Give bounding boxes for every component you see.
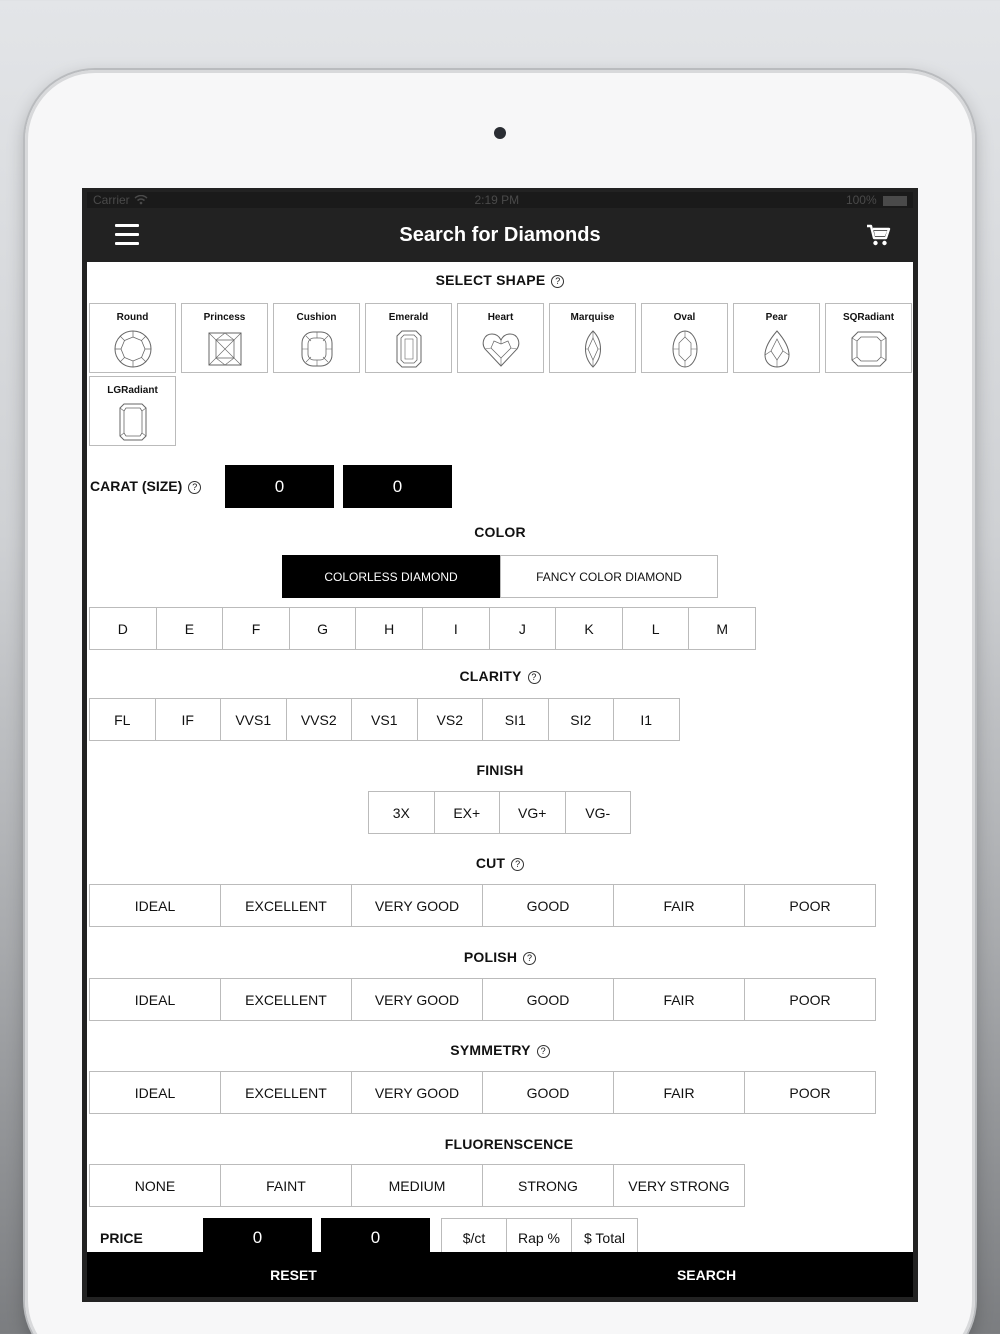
shape-label: Princess — [203, 312, 246, 323]
help-icon[interactable]: ? — [528, 671, 541, 684]
clarity-grade-button[interactable]: SI1 — [482, 698, 549, 741]
shape-heart[interactable] — [457, 303, 544, 373]
clarity-grade-button[interactable]: SI2 — [548, 698, 615, 741]
cut-option-button[interactable]: POOR — [744, 884, 876, 927]
symmetry-title-text: SYMMETRY — [450, 1042, 531, 1058]
shape-round[interactable] — [89, 303, 176, 373]
shape-emerald[interactable] — [365, 303, 452, 373]
clarity-title-text: CLARITY — [459, 668, 522, 684]
symmetry-section-title — [87, 1042, 913, 1058]
help-icon[interactable]: ? — [551, 275, 564, 288]
symmetry-option-button[interactable]: GOOD — [482, 1071, 614, 1114]
emerald-diamond-icon — [389, 329, 429, 369]
princess-diamond-icon — [205, 329, 245, 369]
round-diamond-icon — [113, 329, 153, 369]
polish-title-text: POLISH — [463, 949, 518, 965]
cut-title-text: CUT — [475, 855, 506, 871]
clock: 2:19 PM — [474, 193, 520, 207]
shape-cushion[interactable] — [273, 303, 360, 373]
reset-button[interactable]: RESET — [270, 1266, 317, 1283]
color-grade-button[interactable]: E — [156, 607, 224, 650]
help-icon[interactable]: ? — [188, 481, 201, 494]
battery-icon — [883, 196, 907, 206]
cart-icon[interactable] — [865, 222, 891, 248]
finish-option-button[interactable]: VG- — [565, 791, 632, 834]
color-grade-button[interactable]: I — [422, 607, 490, 650]
polish-option-button[interactable]: GOOD — [482, 978, 614, 1021]
clarity-grade-button[interactable]: I1 — [613, 698, 680, 741]
device-screen — [82, 188, 918, 1302]
fluorescence-section-title: FLUORENSCENCE — [444, 1136, 574, 1152]
search-form — [87, 262, 913, 1252]
finish-option-button[interactable]: EX+ — [434, 791, 501, 834]
shape-label: Heart — [487, 312, 514, 323]
shape-section-title — [87, 272, 913, 288]
shape-title-text: SELECT SHAPE — [435, 272, 546, 288]
color-section-title: COLOR — [474, 524, 526, 540]
cut-section-title — [87, 855, 913, 871]
polish-option-button[interactable]: IDEAL — [89, 978, 221, 1021]
color-grade-button[interactable]: M — [688, 607, 756, 650]
marquise-diamond-icon — [573, 329, 613, 369]
finish-option-button[interactable]: 3X — [368, 791, 435, 834]
shape-sqradiant[interactable] — [825, 303, 912, 373]
shape-label: Cushion — [296, 312, 337, 323]
battery-percent: 100% — [845, 193, 877, 207]
color-grade-button[interactable]: G — [289, 607, 357, 650]
carat-label-row — [90, 478, 201, 494]
help-icon[interactable]: ? — [537, 1045, 550, 1058]
price-mode-per-carat[interactable]: $/ct — [441, 1218, 507, 1258]
symmetry-option-button[interactable]: POOR — [744, 1071, 876, 1114]
shape-label: LGRadiant — [107, 385, 158, 396]
search-button[interactable]: SEARCH — [676, 1266, 737, 1283]
shape-marquise[interactable] — [549, 303, 636, 373]
fluorescence-option-button[interactable]: VERY STRONG — [613, 1164, 745, 1207]
finish-option-button[interactable]: VG+ — [499, 791, 566, 834]
page-title: Search for Diamonds — [399, 223, 601, 246]
carat-min-input[interactable]: 0 — [225, 465, 334, 508]
fluorescence-option-button[interactable]: STRONG — [482, 1164, 614, 1207]
carrier-label: Carrier — [93, 193, 130, 207]
color-grade-button[interactable]: F — [222, 607, 290, 650]
tab-fancy-color-diamond[interactable]: FANCY COLOR DIAMOND — [500, 555, 718, 598]
cut-option-button[interactable]: EXCELLENT — [220, 884, 352, 927]
clarity-grade-button[interactable]: VS1 — [351, 698, 418, 741]
cut-option-button[interactable]: VERY GOOD — [351, 884, 483, 927]
clarity-grade-button[interactable]: VVS1 — [220, 698, 287, 741]
price-min-input[interactable]: 0 — [203, 1218, 312, 1258]
cut-option-button[interactable]: GOOD — [482, 884, 614, 927]
cushion-diamond-icon — [297, 329, 337, 369]
color-grade-button[interactable]: H — [355, 607, 423, 650]
shape-label: SQRadiant — [842, 312, 895, 323]
oval-diamond-icon — [665, 329, 705, 369]
shape-princess[interactable] — [181, 303, 268, 373]
price-label: PRICE — [100, 1230, 143, 1246]
symmetry-option-button[interactable]: FAIR — [613, 1071, 745, 1114]
polish-option-button[interactable]: POOR — [744, 978, 876, 1021]
fluorescence-option-button[interactable]: FAINT — [220, 1164, 352, 1207]
status-bar — [87, 192, 913, 208]
square-radiant-diamond-icon — [849, 329, 889, 369]
fluorescence-option-button[interactable]: NONE — [89, 1164, 221, 1207]
cut-option-button[interactable]: FAIR — [613, 884, 745, 927]
symmetry-option-button[interactable]: VERY GOOD — [351, 1071, 483, 1114]
symmetry-option-button[interactable]: EXCELLENT — [220, 1071, 352, 1114]
action-bar — [87, 1252, 913, 1297]
polish-option-button[interactable]: FAIR — [613, 978, 745, 1021]
shape-label: Emerald — [388, 312, 429, 323]
color-grade-button[interactable]: D — [89, 607, 157, 650]
price-mode-total[interactable]: $ Total — [571, 1218, 638, 1258]
clarity-grade-button[interactable]: FL — [89, 698, 156, 741]
finish-section-title: FINISH — [476, 762, 524, 778]
clarity-section-title — [87, 668, 913, 684]
nav-bar — [87, 208, 913, 262]
polish-section-title — [87, 949, 913, 965]
wifi-icon — [134, 195, 148, 205]
heart-diamond-icon — [481, 329, 521, 369]
price-max-input[interactable]: 0 — [321, 1218, 430, 1258]
polish-option-button[interactable]: VERY GOOD — [351, 978, 483, 1021]
shape-label: Oval — [673, 312, 696, 323]
color-grade-button[interactable]: J — [489, 607, 557, 650]
long-radiant-diamond-icon — [113, 402, 153, 442]
carat-label: CARAT (SIZE) — [90, 478, 183, 494]
menu-icon[interactable] — [115, 224, 139, 246]
shape-label: Pear — [765, 312, 788, 323]
camera-dot — [494, 127, 506, 139]
polish-option-button[interactable]: EXCELLENT — [220, 978, 352, 1021]
tab-colorless-diamond[interactable]: COLORLESS DIAMOND — [282, 555, 500, 598]
clarity-grade-button[interactable]: VVS2 — [286, 698, 353, 741]
app-window — [87, 192, 913, 1297]
color-grade-button[interactable]: K — [555, 607, 623, 650]
symmetry-option-button[interactable]: IDEAL — [89, 1071, 221, 1114]
help-icon[interactable]: ? — [511, 858, 524, 871]
shape-pear[interactable] — [733, 303, 820, 373]
clarity-grade-button[interactable]: IF — [155, 698, 222, 741]
shape-lgradiant[interactable] — [89, 376, 176, 446]
shape-label: Round — [116, 312, 149, 323]
cut-option-button[interactable]: IDEAL — [89, 884, 221, 927]
carat-max-input[interactable]: 0 — [343, 465, 452, 508]
pear-diamond-icon — [757, 329, 797, 369]
help-icon[interactable]: ? — [523, 952, 536, 965]
shape-label: Marquise — [570, 312, 615, 323]
fluorescence-option-button[interactable]: MEDIUM — [351, 1164, 483, 1207]
price-mode-rap-percent[interactable]: Rap % — [506, 1218, 572, 1258]
shape-oval[interactable] — [641, 303, 728, 373]
color-grade-button[interactable]: L — [622, 607, 690, 650]
clarity-grade-button[interactable]: VS2 — [417, 698, 484, 741]
